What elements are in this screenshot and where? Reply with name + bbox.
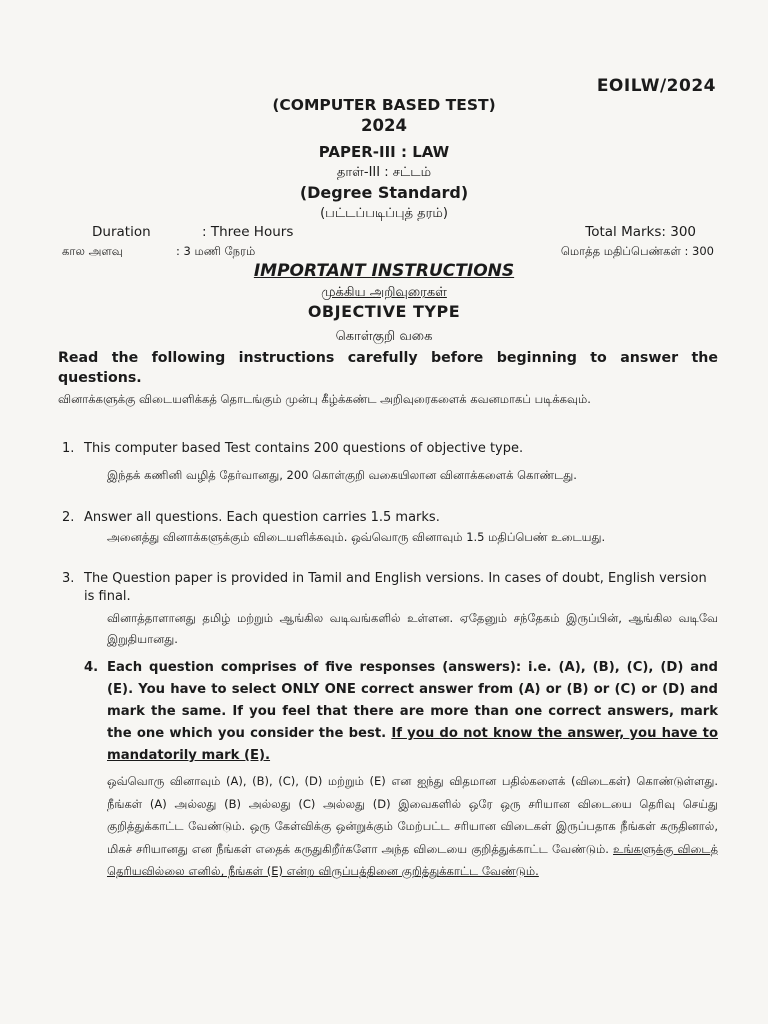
instruction-item-1-tamil: இந்தக் கணினி வழித் தேர்வானது, 200 கொள்குறி வகையிலான வினாக்களைக் கொண்டது.: [107, 468, 577, 482]
degree-standard-tamil: (பட்டப்படிப்புத் தரம்): [320, 206, 448, 221]
instruction-item-4: [84, 657, 719, 767]
item-number: 2.: [62, 510, 75, 525]
duration-label-tamil: கால அளவு: [62, 244, 123, 258]
instruction-item-2-tamil: அனைத்து வினாக்களுக்கும் விடையளிக்கவும். ஒவ்வொரு வினாவும் 1.5 மதிப்பெண் உடையது.: [107, 530, 606, 544]
item-text: The Question paper is provided in Tamil and English versions. In cases of doubt, English version is final.: [84, 571, 707, 604]
item-number: 1.: [62, 441, 75, 456]
instruction-item-3-tamil: வினாத்தாளானது தமிழ் மற்றும் ஆங்கில வடிவங்களில் உள்ளன. ஏதேனும் சந்தேகம் இருப்பின், ஆங்கில வடிவே இறுதியானது.: [107, 611, 718, 646]
objective-type-heading-tamil: கொள்குறி வகை: [335, 329, 433, 344]
item-text-tamil: ஒவ்வொரு வினாவும் (A), (B), (C), (D) மற்றும் (E) என ஐந்து விதமான பதில்களைக் (விடைகள்) கொண்டுள்ளது. நீங்கள் (A) அல்லது (B) அல்லது (C) அல்லது (D) இவைகளில் ஒரே ஒரு சரியான விடையை தெரிவு செய்து குறித்துக்காட்ட வேண்டும். ஒரு கேள்விக்கு ஒன்றுக்கும் மேற்பட்ட சரியான விடைகள் இருப்பதாக நீங்கள் கருதினால், மிகச் சரியானது என நீங்கள் எதைக் கருதுகிறீர்களோ அந்த விடையை குறித்துக்காட்ட வேண்டும்.: [107, 774, 718, 856]
intro-instruction: Read the following instructions carefully before beginning to answer the questions.: [58, 350, 718, 386]
objective-type-heading: OBJECTIVE TYPE: [307, 302, 461, 321]
total-marks-tamil: மொத்த மதிப்பெண்கள் : 300: [560, 244, 714, 258]
paper-title: PAPER-III : LAW: [318, 143, 450, 161]
item-text-tamil-underlined: உங்களுக்கு விடைத் தெரியவில்லை எனில், நீங்கள் (E) என்ற விருப்பத்தினை குறித்துக்காட்ட வேண்டும்.: [107, 841, 718, 878]
important-instructions-heading-tamil: முக்கிய அறிவுரைகள்: [321, 285, 447, 300]
intro-instruction-tamil: வினாக்களுக்கு விடையளிக்கத் தொடங்கும் முன்பு கீழ்க்கண்ட அறிவுரைகளைக் கவனமாகப் படிக்கவும்.: [58, 392, 591, 406]
duration-value: : Three Hours: [202, 224, 294, 240]
instruction-item-2: [62, 509, 718, 527]
item-number: 4.: [84, 660, 99, 675]
test-type: (COMPUTER BASED TEST): [272, 96, 496, 114]
instruction-item-4-tamil: [107, 770, 718, 883]
item-text-underlined: If you do not know the answer, you have to mandatorily mark (E).: [107, 726, 719, 763]
instruction-item-1: [62, 440, 718, 458]
item-text: Answer all questions. Each question carries 1.5 marks.: [84, 510, 440, 525]
year: 2024: [361, 116, 407, 135]
item-number: 3.: [62, 571, 75, 586]
item-text: Each question comprises of five responses (answers): i.e. (A), (B), (C), (D) and (E). You have to select ONLY ONE correct answer from (A) or (B) or (C) or (D) and mark the same. If you feel that there are more than one correct answers, mark the one which you consider the best.: [107, 660, 718, 741]
item-text: This computer based Test contains 200 questions of objective type.: [84, 441, 524, 456]
total-marks: Total Marks: 300: [585, 224, 696, 240]
instruction-item-3: [62, 570, 718, 606]
paper-title-tamil: தாள்-III : சட்டம்: [336, 165, 432, 180]
duration-label: Duration: [92, 224, 151, 240]
paper-code: EOILW/2024: [596, 76, 716, 96]
important-instructions-heading: IMPORTANT INSTRUCTIONS: [253, 261, 515, 281]
degree-standard: (Degree Standard): [299, 183, 469, 202]
duration-value-tamil: : 3 மணி நேரம்: [176, 244, 256, 258]
